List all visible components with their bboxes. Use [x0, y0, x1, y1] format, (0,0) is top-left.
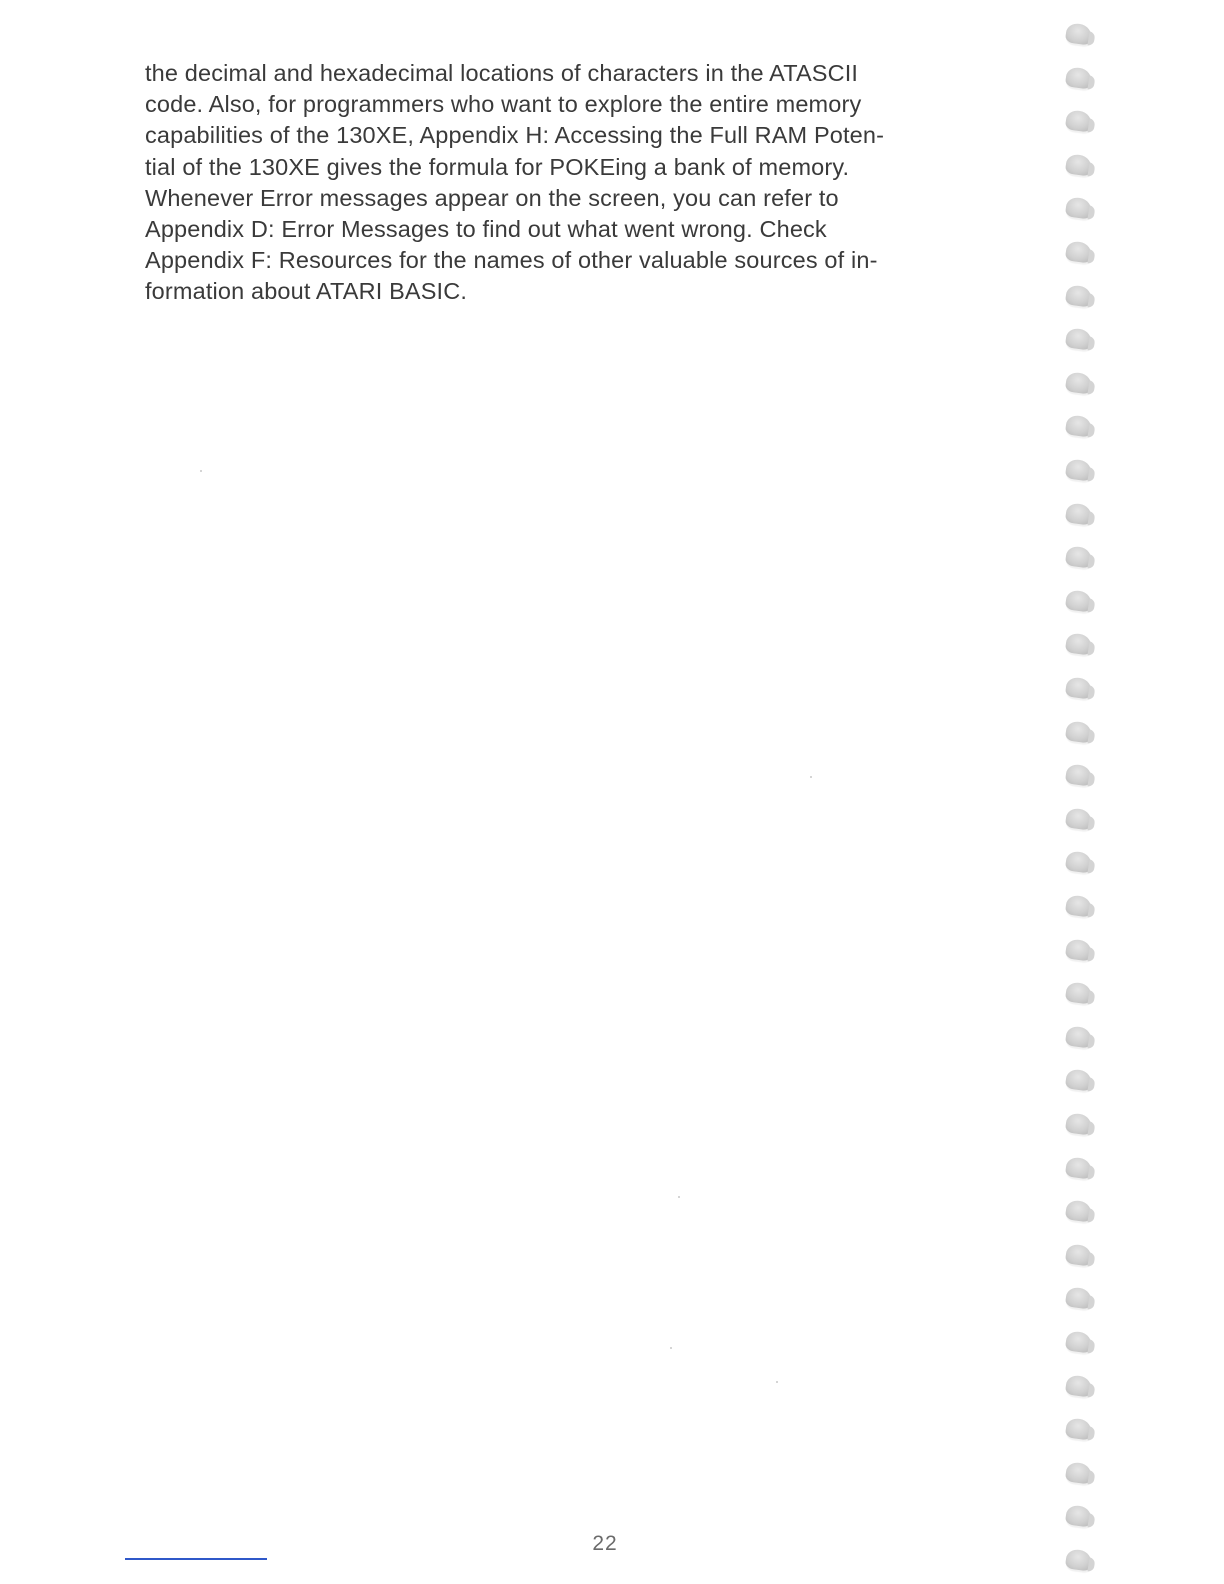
binding-hole-icon	[1065, 109, 1094, 132]
binding-hole-icon	[1065, 1243, 1094, 1266]
binding-hole-icon	[1065, 938, 1094, 961]
paragraph-line-8: formation about ATARI BASIC.	[145, 278, 468, 305]
paragraph-line-7: Appendix F: Resources for the names of other valuable sources of in-	[145, 247, 878, 274]
binding-hole-icon	[1065, 633, 1094, 656]
body-paragraph	[145, 58, 985, 308]
binding-hole-icon	[1065, 1461, 1094, 1484]
footer-rule	[125, 1558, 267, 1560]
paragraph-line-4: tial of the 130XE gives the formula for POKEing a bank of memory.	[145, 153, 850, 180]
binding-hole-icon	[1065, 981, 1094, 1004]
paragraph-line-3: capabilities of the 130XE, Appendix H: Accessing the Full RAM Poten-	[145, 122, 885, 149]
binding-hole-icon	[1065, 1156, 1094, 1179]
binding-hole-icon	[1065, 415, 1094, 438]
binding-hole-icon	[1065, 1287, 1094, 1310]
binding-hole-icon	[1065, 153, 1094, 176]
binding-hole-icon	[1065, 371, 1094, 394]
binding-hole-icon	[1065, 807, 1094, 830]
binding-hole-icon	[1065, 1199, 1094, 1222]
paragraph-line-1: the decimal and hexadecimal locations of characters in the ATASCII	[145, 60, 859, 86]
binding-hole-icon	[1065, 22, 1094, 45]
binding-hole-icon	[1065, 763, 1094, 786]
binding-hole-icon	[1065, 197, 1094, 220]
binding-hole-icon	[1065, 1025, 1094, 1048]
paper-speck	[670, 1347, 672, 1349]
paper-speck	[776, 1381, 778, 1383]
binding-hole-icon	[1065, 502, 1094, 525]
binding-hole-icon	[1065, 1417, 1094, 1440]
spiral-binding-holes	[1058, 0, 1118, 1584]
paragraph-line-5: Whenever Error messages appear on the screen, you can refer to	[145, 184, 839, 211]
binding-hole-icon	[1065, 284, 1094, 307]
binding-hole-icon	[1065, 1330, 1094, 1353]
binding-hole-icon	[1065, 545, 1094, 568]
binding-hole-icon	[1065, 1374, 1094, 1397]
binding-hole-icon	[1065, 1548, 1094, 1571]
binding-hole-icon	[1065, 720, 1094, 743]
paper-speck	[200, 470, 202, 472]
binding-hole-icon	[1065, 66, 1094, 89]
binding-hole-icon	[1065, 1069, 1094, 1092]
binding-hole-icon	[1065, 589, 1094, 612]
paper-speck	[810, 776, 812, 778]
binding-hole-icon	[1065, 240, 1094, 263]
binding-hole-icon	[1065, 327, 1094, 350]
binding-hole-icon	[1065, 458, 1094, 481]
page-number: 22	[592, 1532, 618, 1555]
binding-hole-icon	[1065, 1112, 1094, 1135]
binding-hole-icon	[1065, 894, 1094, 917]
binding-hole-icon	[1065, 676, 1094, 699]
binding-hole-icon	[1065, 851, 1094, 874]
paragraph-line-6: Appendix D: Error Messages to find out what went wrong. Check	[145, 216, 827, 243]
binding-hole-icon	[1065, 1505, 1094, 1528]
paragraph-line-2: code. Also, for programmers who want to explore the entire memory	[145, 91, 862, 118]
paper-speck	[678, 1196, 680, 1198]
